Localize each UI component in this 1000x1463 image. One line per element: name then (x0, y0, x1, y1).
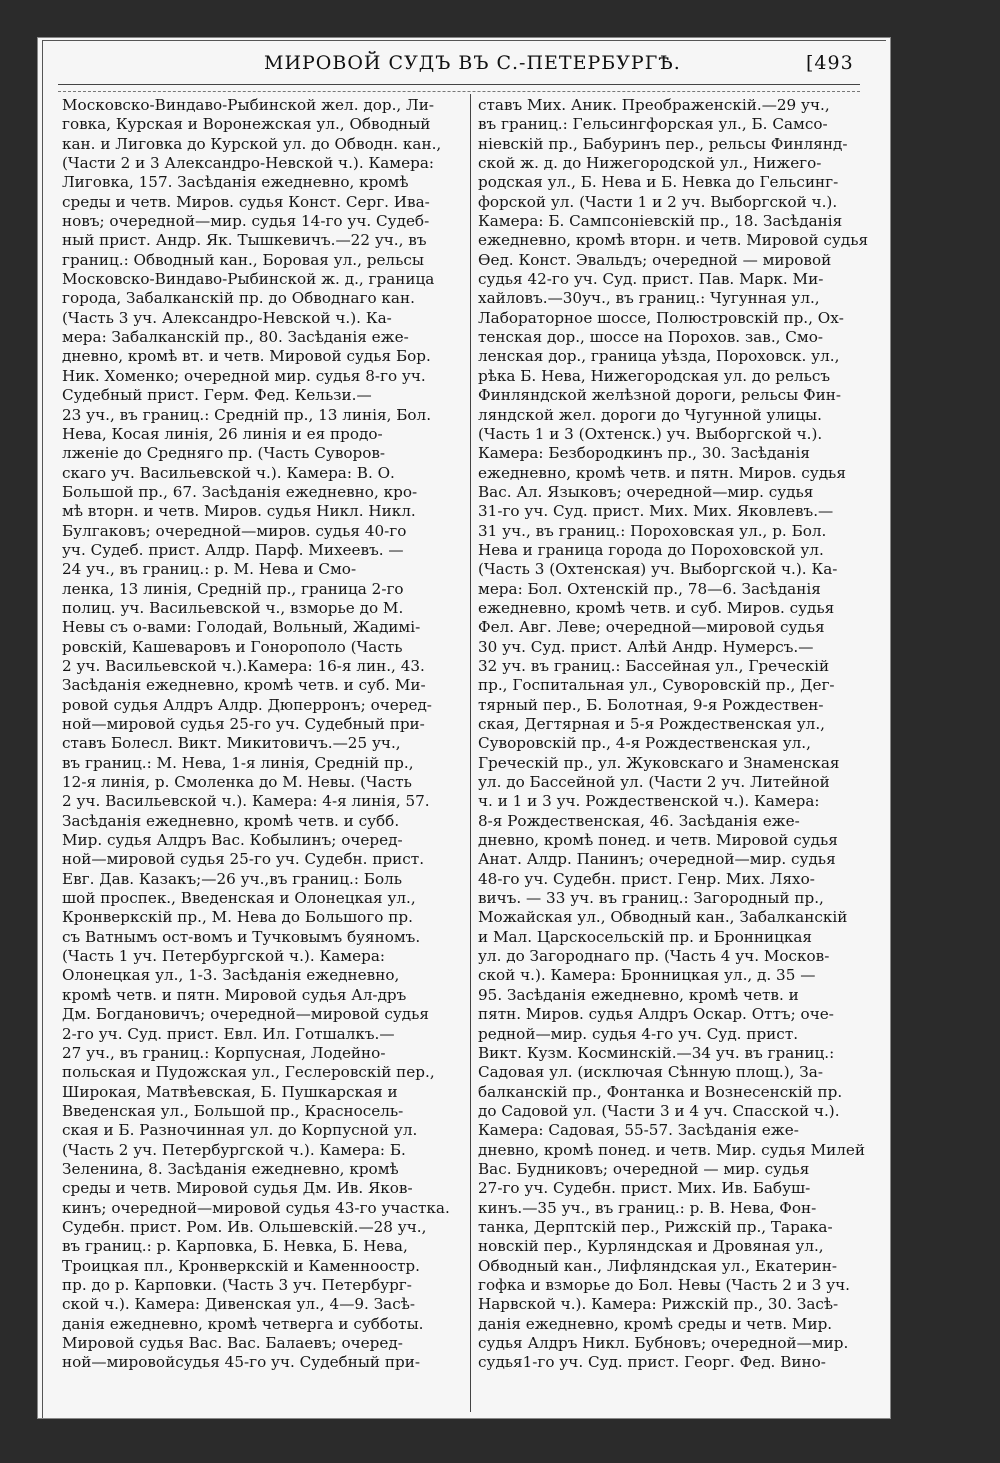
text-line: новъ; очередной—мир. судья 14-го уч. Судеб- (62, 212, 430, 231)
page-frame-top-rule (42, 40, 886, 41)
text-line: ставъ Болесл. Викт. Микитовичъ.—25 уч., (62, 734, 401, 753)
text-line: родская ул., Б. Нева и Б. Невка до Гельсинг- (478, 173, 839, 192)
text-line: ленская дор., граница уѣзда, Пороховск. ул., (478, 347, 840, 366)
column-divider (470, 94, 471, 1412)
text-line: Садовая ул. (исключая Сѣнную площ.), За- (478, 1063, 823, 1082)
text-line: Широкая, Матвѣевская, Б. Пушкарская и (62, 1082, 398, 1101)
text-line: Можайская ул., Обводный кан., Забалканскій (478, 908, 848, 927)
text-line: ляндской жел. дороги до Чугунной улицы. (478, 405, 822, 424)
text-line: (Часть 1 и 3 (Охтенск.) уч. Выборгской ч.). (478, 424, 823, 443)
text-line: въ границ.: Гельсингфорская ул., Б. Самсо- (478, 115, 828, 134)
text-line: кинъ.—35 уч., въ границ.: р. В. Нева, Фон- (478, 1198, 817, 1217)
text-line: ленка, 13 линія, Средній пр., граница 2-го (62, 579, 404, 598)
text-line: 23 уч., въ границ.: Средній пр., 13 линія, Бол. (62, 405, 432, 424)
text-line: Большой пр., 67. Засѣданія ежедневно, кро- (62, 482, 418, 501)
text-line: кан. и Лиговка до Курской ул. до Обводн. кан., (62, 134, 442, 153)
text-line: ч. и 1 и 3 уч. Рождественской ч.). Камера: (478, 792, 820, 811)
text-line: ной—мировойсудья 45-го уч. Судебный при- (62, 1353, 420, 1372)
text-line: и Мал. Царскосельскій пр. и Бронницкая (478, 927, 812, 946)
page-title: МИРОВОЙ СУДЪ ВЪ С.-ПЕТЕРБУРГѢ. (264, 52, 681, 74)
text-line: шой проспек., Введенская и Олонецкая ул., (62, 889, 416, 908)
text-line: 24 уч., въ границ.: р. М. Нева и Смо- (62, 560, 357, 579)
page-number: [493 (806, 52, 854, 74)
text-line: среды и четв. Мировой судья Дм. Ив. Яков- (62, 1179, 413, 1198)
text-line: 27-го уч. Судебн. прист. Мих. Ив. Бабуш- (478, 1179, 811, 1198)
text-line: ской ч.). Камера: Дивенская ул., 4—9. Засѣ- (62, 1295, 416, 1314)
text-line: Анат. Алдр. Панинъ; очередной—мир. судья (478, 850, 836, 869)
text-line: 8-я Рождественская, 46. Засѣданія еже- (478, 811, 800, 830)
text-line: ул. до Бассейной ул. (Части 2 уч. Литейной (478, 773, 830, 792)
text-line: ской ч.). Камера: Бронницкая ул., д. 35 — (478, 966, 816, 985)
text-line: дневно, кромѣ понед. и четв. Мир. судья Милей (478, 1140, 866, 1159)
text-line: тенская дор., шоссе на Порохов. зав., Смо- (478, 328, 824, 347)
text-line: Лиговка, 157. Засѣданія ежедневно, кромѣ (62, 173, 409, 192)
text-line: пр. до р. Карповки. (Часть 3 уч. Петербург- (62, 1275, 412, 1294)
text-line: въ границ.: М. Нева, 1-я линія, Средній пр., (62, 753, 414, 772)
text-line: (Часть 2 уч. Петербургской ч.). Камера: Б. (62, 1140, 406, 1159)
text-line: 48-го уч. Судебн. прист. Генр. Мих. Ляхо- (478, 869, 815, 888)
text-line: балканскій пр., Фонтанка и Вознесенскій пр. (478, 1082, 843, 1101)
text-line: ный прист. Андр. Як. Тышкевичъ.—22 уч., въ (62, 231, 427, 250)
text-line: Московско-Виндаво-Рыбинской ж. д., граница (62, 270, 435, 289)
text-line: говка, Курская и Воронежская ул., Обводный (62, 115, 431, 134)
header-rule (58, 84, 860, 92)
text-line: Викт. Кузм. Косминскій.—34 уч. въ границ.: (478, 1043, 835, 1062)
text-line: Обводный кан., Лифляндская ул., Екатерин- (478, 1256, 837, 1275)
text-line: 32 уч. въ границ.: Бассейная ул., Греческій (478, 656, 830, 675)
text-line: 31-го уч. Суд. прист. Мих. Мих. Яковлевъ.— (478, 502, 834, 521)
text-line: 2 уч. Васильевской ч.).Камера: 16-я лин., 43. (62, 656, 425, 675)
text-line: 95. Засѣданія ежедневно, кромѣ четв. и (478, 985, 799, 1004)
text-line: мѣ вторн. и четв. Миров. судья Никл. Никл. (62, 502, 416, 521)
text-line: Финляндской желѣзной дороги, рельсы Фин- (478, 386, 842, 405)
text-line: Суворовскій пр., 4-я Рождественская ул., (478, 734, 811, 753)
text-line: Мир. судья Алдръ Вас. Кобылинъ; очеред- (62, 831, 403, 850)
text-line: Судебн. прист. Ром. Ив. Ольшевскій.—28 уч., (62, 1217, 427, 1236)
text-line: (Часть 1 уч. Петербургской ч.). Камера: (62, 947, 385, 966)
text-line: пятн. Миров. судья Алдръ Оскар. Оттъ; оче- (478, 1005, 834, 1024)
text-line: Камера: Садовая, 55-57. Засѣданія еже- (478, 1121, 799, 1140)
running-header (38, 52, 890, 80)
text-line: хайловъ.—30уч., въ границ.: Чугунная ул., (478, 289, 820, 308)
text-line: Олонецкая ул., 1-3. Засѣданія ежедневно, (62, 966, 400, 985)
text-line: танка, Дерптскій пер., Рижскій пр., Тарака- (478, 1217, 833, 1236)
text-line: (Часть 3 уч. Александро-Невской ч.). Ка- (62, 308, 392, 327)
text-line: ская и Б. Разночинная ул. до Корпусной ул. (62, 1121, 418, 1140)
text-line: Зеленина, 8. Засѣданія ежедневно, кромѣ (62, 1159, 399, 1178)
text-line: Невы съ о-вами: Голодай, Вольный, Жадимі- (62, 618, 421, 637)
text-line: Камера: Б. Сампсоніевскій пр., 18. Засѣданія (478, 212, 843, 231)
text-line: тярный пер., Б. Болотная, 9-я Рождествен- (478, 695, 824, 714)
text-line: Нева, Косая линія, 26 линія и ея продо- (62, 424, 383, 443)
left-text-column (62, 96, 466, 1373)
text-line: ежедневно, кромѣ вторн. и четв. Мировой судья (478, 231, 869, 250)
text-line: новскій пер., Курляндская и Дровяная ул., (478, 1237, 824, 1256)
text-line: дневно, кромѣ вт. и четв. Мировой судья Бор. (62, 347, 431, 366)
text-line: до Садовой ул. (Части 3 и 4 уч. Спасской ч.). (478, 1101, 840, 1120)
text-line: Вас. Будниковъ; очередной — мир. судья (478, 1159, 810, 1178)
text-line: гофка и взморье до Бол. Невы (Часть 2 и 3 уч. (478, 1275, 850, 1294)
text-line: города, Забалканскій пр. до Обводнаго кан. (62, 289, 415, 308)
text-line: Московско-Виндаво-Рыбинской жел. дор., Ли- (62, 96, 434, 114)
text-line: Булгаковъ; очередной—миров. судья 40-го (62, 521, 407, 540)
text-line: данія ежедневно, кромѣ четверга и субботы. (62, 1314, 424, 1333)
text-line: мера: Забалканскій пр., 80. Засѣданія еже- (62, 328, 409, 347)
text-line: ежедневно, кромѣ четв. и пятн. Миров. судья (478, 463, 846, 482)
text-line: Троицкая пл., Кронверкскій и Каменноостр. (62, 1256, 420, 1275)
text-line: Фел. Авг. Леве; очередной—мировой судья (478, 618, 825, 637)
text-line: ская, Дегтярная и 5-я Рождественская ул., (478, 715, 825, 733)
right-text-column (478, 96, 882, 1373)
text-line: ровой судья Алдръ Алдр. Дюперронъ; очеред- (62, 695, 432, 714)
text-line: Камера: Безбородкинъ пр., 30. Засѣданія (478, 444, 810, 463)
text-line: данія ежедневно, кромѣ среды и четв. Мир. (478, 1314, 833, 1333)
text-line: мера: Бол. Охтенскій пр., 78—6. Засѣданія (478, 579, 821, 598)
text-line: 2-го уч. Суд. прист. Евл. Ил. Готшалкъ.— (62, 1024, 395, 1043)
text-line: Судебный прист. Герм. Фед. Кельзи.— (62, 386, 372, 405)
text-line: скаго уч. Васильевской ч.). Камера: В. О. (62, 463, 395, 482)
text-line: Мировой судья Вас. Вас. Балаевъ; очеред- (62, 1334, 403, 1352)
text-line: Засѣданія ежедневно, кромѣ четв. и суб. Ми- (62, 676, 426, 695)
text-line: 27 уч., въ границ.: Корпусная, Лодейно- (62, 1043, 386, 1062)
text-line: Нева и граница города до Пороховской ул. (478, 540, 824, 559)
text-line: Лабораторное шоссе, Полюстровскій пр., Ох- (478, 308, 844, 327)
text-line: Дм. Богдановичъ; очередной—мировой судья (62, 1005, 429, 1024)
text-line: Вас. Ал. Языковъ; очередной—мир. судья (478, 482, 814, 501)
text-line: Ѳед. Конст. Эвальдъ; очередной — мировой (478, 250, 832, 269)
text-line: Кронверкскій пр., М. Нева до Большого пр. (62, 908, 413, 927)
document-page (38, 38, 890, 1418)
text-line: 2 уч. Васильевской ч.). Камера: 4-я линія, 57. (62, 792, 430, 811)
text-line: 31 уч., въ границ.: Пороховская ул., р. Бол. (478, 521, 827, 540)
text-line: полиц. уч. Васильевской ч., взморье до М. (62, 598, 404, 617)
text-line: среды и четв. Миров. судья Конст. Серг. Ива- (62, 192, 430, 211)
text-line: (Часть 3 (Охтенская) уч. Выборгской ч.). Ка- (478, 560, 838, 579)
text-line: кромѣ четв. и пятн. Мировой судья Ал-дръ (62, 985, 407, 1004)
text-line: Греческій пр., ул. Жуковскаго и Знаменская (478, 753, 840, 772)
text-line: границ.: Обводный кан., Боровая ул., рельсы (62, 250, 424, 269)
text-line: ніевскій пр., Бабуринъ пер., рельсы Финлянд- (478, 134, 848, 153)
text-line: вичъ. — 33 уч. въ границ.: Загородный пр., (478, 889, 824, 908)
text-line: дневно, кромѣ понед. и четв. Мировой судья (478, 831, 838, 850)
text-line: Введенская ул., Большой пр., Красносель- (62, 1101, 404, 1120)
text-line: уч. Судеб. прист. Алдр. Парф. Михеевъ. — (62, 540, 404, 559)
text-line: Засѣданія ежедневно, кромѣ четв. и субб. (62, 811, 400, 830)
text-line: рѣка Б. Нева, Нижегородская ул. до рельсъ (478, 366, 831, 385)
text-line: ной—мировой судья 25-го уч. Судебный при- (62, 715, 425, 733)
text-line: судья1-го уч. Суд. прист. Георг. Фед. Вино- (478, 1353, 826, 1372)
text-line: судья Алдръ Никл. Бубновъ; очередной—мир. (478, 1334, 849, 1352)
text-line: (Части 2 и 3 Александро-Невской ч.). Камера: (62, 154, 434, 173)
text-line: ской ж. д. до Нижегородской ул., Нижего- (478, 154, 822, 173)
text-line: лженіе до Средняго пр. (Часть Суворов- (62, 444, 386, 463)
text-line: польская и Пудожская ул., Геслеровскій пер., (62, 1063, 435, 1082)
text-line: ставъ Мих. Аник. Преображенскій.—29 уч., (478, 96, 830, 114)
text-line: судья 42-го уч. Суд. прист. Пав. Марк. Ми- (478, 270, 824, 289)
text-line: 30 уч. Суд. прист. Алѣй Андр. Нумерсъ.— (478, 637, 814, 656)
text-line: съ Ватнымъ ост-вомъ и Тучковымъ буяномъ. (62, 927, 421, 946)
text-line: пр., Госпитальная ул., Суворовскій пр., Дег- (478, 676, 835, 695)
text-line: 12-я линія, р. Смоленка до М. Невы. (Часть (62, 773, 412, 792)
text-line: ежедневно, кромѣ четв. и суб. Миров. судья (478, 598, 835, 617)
text-line: ровскій, Кашеваровъ и Гонорополо (Часть (62, 637, 403, 656)
text-line: кинъ; очередной—мировой судья 43-го участка. (62, 1198, 450, 1217)
text-line: форской ул. (Части 1 и 2 уч. Выборгской ч.). (478, 192, 838, 211)
text-line: редной—мир. судья 4-го уч. Суд. прист. (478, 1024, 799, 1043)
text-line: Ник. Хоменко; очередной мир. судья 8-го уч. (62, 366, 426, 385)
text-line: ной—мировой судья 25-го уч. Судебн. прист. (62, 850, 425, 869)
text-line: въ границ.: р. Карповка, Б. Невка, Б. Нева, (62, 1237, 408, 1256)
page-frame-left-rule (42, 40, 43, 1418)
text-line: Евг. Дав. Казакъ;—26 уч.,въ границ.: Боль (62, 869, 403, 888)
text-line: ул. до Загороднаго пр. (Часть 4 уч. Москов- (478, 947, 830, 966)
text-line: Нарвской ч.). Камера: Рижскій пр., 30. Засѣ- (478, 1295, 839, 1314)
